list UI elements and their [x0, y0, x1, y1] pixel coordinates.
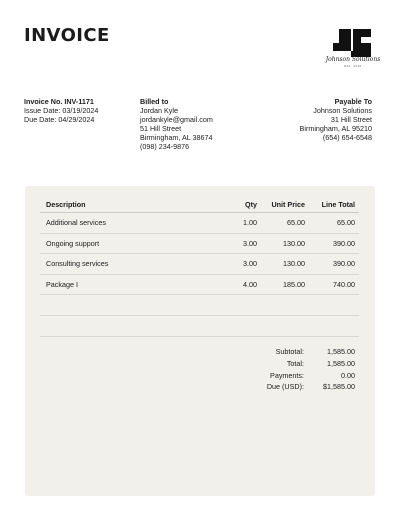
column-header-line-total: Line Total [309, 196, 359, 213]
billed-to-phone: (098) 234-9876 [140, 142, 190, 152]
payable-to-heading: Payable To [334, 97, 372, 106]
due-date-label: Due Date: [24, 115, 57, 125]
amount-due-label: Due (USD): [266, 382, 304, 392]
payments-row [240, 370, 359, 382]
amount-due-row [240, 381, 359, 393]
payments-value: 0.00 [341, 370, 355, 380]
row-line-total: 65.00 [309, 213, 359, 234]
row-line-total: 390.00 [309, 254, 359, 275]
payable-to-block [300, 97, 372, 142]
row-unit-price: 185.00 [261, 274, 309, 295]
total-label: Total: [286, 358, 304, 368]
row-qty: 4.00 [223, 274, 261, 295]
logo-script-text: Johnson Solutions [325, 56, 381, 63]
issue-date: 03/19/2024 [62, 106, 99, 116]
column-header-unit-price: Unit Price [261, 196, 309, 213]
table-row [40, 213, 359, 234]
row-line-total: 390.00 [309, 233, 359, 254]
subtotal-row [240, 346, 359, 358]
invoice-number: INV-1171 [64, 97, 94, 106]
billed-to-email: jordankyle@gmail.com [140, 115, 213, 125]
payable-to-street: 31 Hill Street [330, 115, 372, 125]
empty-table-row [40, 295, 359, 316]
billed-to-name: Jordan Kyle [140, 106, 178, 116]
row-qty: 3.00 [223, 254, 261, 275]
due-date: 04/29/2024 [58, 115, 95, 125]
logo-subtext: EST. 2020 [344, 65, 362, 68]
subtotal-value: 1,585.00 [327, 347, 355, 356]
row-description: Ongoing support [40, 233, 223, 254]
billed-to-block [140, 97, 213, 152]
row-description: Additional services [40, 213, 223, 234]
payable-to-city: Birmingham, AL 95210 [299, 124, 372, 134]
row-description: Package I [40, 274, 223, 295]
column-header-qty: Qty [223, 196, 261, 213]
row-unit-price: 130.00 [261, 254, 309, 275]
row-line-total: 740.00 [309, 274, 359, 295]
billed-to-street: 51 Hill Street [140, 124, 182, 134]
totals-block [240, 346, 359, 393]
table-row [40, 254, 359, 275]
table-row [40, 274, 359, 295]
payable-to-phone: (654) 654-6548 [322, 133, 372, 143]
table-row [40, 233, 359, 254]
invoice-title: INVOICE [24, 25, 110, 46]
billed-to-heading: Billed to [140, 97, 169, 106]
payable-to-name: Johnson Solutions [313, 106, 372, 116]
total-value: 1,585.00 [327, 358, 355, 368]
payments-label: Payments: [270, 370, 304, 380]
row-qty: 3.00 [223, 233, 261, 254]
invoice-number-label: Invoice No. [24, 97, 63, 106]
amount-due-value: $1,585.00 [323, 382, 355, 392]
empty-table-row [40, 316, 359, 337]
total-row [240, 358, 359, 370]
line-items-table [40, 196, 359, 337]
column-header-description: Description [40, 196, 223, 213]
row-qty: 1.00 [223, 213, 261, 234]
invoice-details [24, 97, 98, 124]
row-unit-price: 65.00 [261, 213, 309, 234]
billed-to-city: Birmingham, AL 38674 [140, 133, 213, 143]
row-description: Consulting services [40, 254, 223, 275]
issue-date-label: Issue Date: [24, 106, 61, 116]
subtotal-label: Subtotal: [275, 347, 304, 356]
table-header-row [40, 196, 359, 213]
row-unit-price: 130.00 [261, 233, 309, 254]
